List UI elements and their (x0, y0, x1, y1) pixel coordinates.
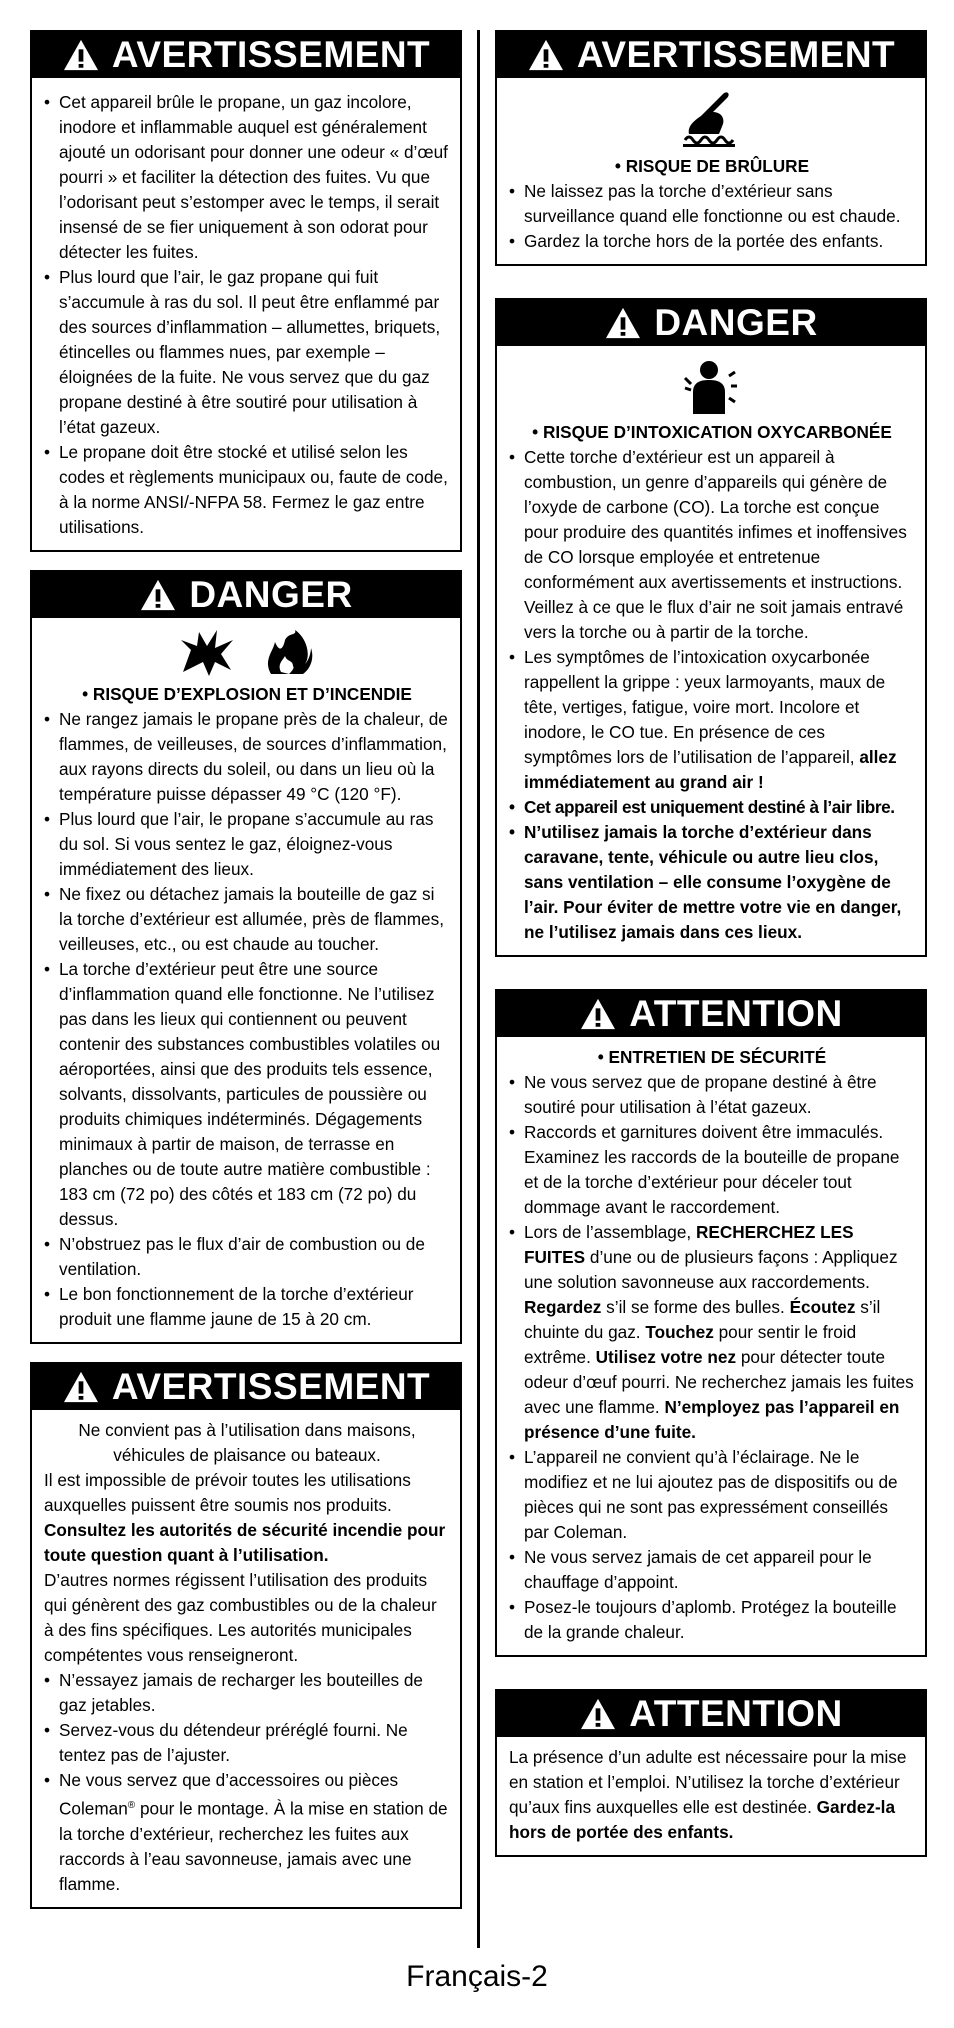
hazard-icons (497, 78, 925, 152)
paragraph: D’autres normes régissent l’utilisation des produits qui génèrent des gaz combustibles ou de la chaleur à des fins spécifiques. Les autorités municipales compétentes vous renseigneront. (44, 1570, 437, 1665)
paragraph-text: La présence d’un adulte est nécessaire pour la mise en station et l’emploi. N’utilisez la torche d’extérieur qu’aux fins auxquelles elle est destinée. (509, 1747, 907, 1817)
danger-subheading: • RISQUE D’INTOXICATION OXYCARBONÉE (532, 422, 892, 442)
list-item: • Ne laissez pas la torche d’extérieur sans surveillance quand elle fonctionne ou est chaude. (509, 179, 915, 229)
danger-header (497, 300, 925, 346)
item-text: pour sentir le froid extrême. (524, 1322, 857, 1367)
danger-box-explosion (30, 570, 462, 1344)
warning-triangle-icon (579, 1697, 617, 1731)
warning-triangle-icon (139, 578, 177, 612)
hazard-icons (497, 346, 925, 418)
hazard-icons (32, 618, 460, 680)
list-item: • Plus lourd que l’air, le propane s’accumule au ras du sol. Si vous sentez le gaz, éloignez-vous immédiatement des lieux. (44, 807, 450, 882)
list-item: • La torche d’extérieur peut être une source d’inflammation quand elle fonctionne. Ne l’utilisez pas dans les lieux qui contiennent ou peuvent contenir des substances combustibles volatiles ou aéroportées, ainsi que des produits tels essence, solvants, dissolvants, particules de poussière ou produits chimiques indéterminés. Dégagements minimaux à partir de maison, de terrasse en planches ou de toute autre matière combustible : 183 cm (72 po) des côtés et 183 cm (72 po) du dessus. (44, 957, 450, 1232)
list-item: • Cette torche d’extérieur est un appareil à combustion, un genre d’appareils qui génère de l’oxyde de carbone (CO). La torche est conçue pour produire des quantités infimes et inoffensives de CO lorsque employée et entretenue conformément aux avertissements et instructions. Veillez à ce que le flux d’air ne soit jamais entravé vers la torche ou à partir de la torche. (509, 445, 915, 645)
warning-triangle-icon (604, 306, 642, 340)
list-item: • Gardez la torche hors de la portée des enfants. (509, 229, 915, 254)
list-item: • Ne fixez ou détachez jamais la bouteille de gaz si la torche d’extérieur est allumée, près de flammes, veilleuses, etc., ou est chaude au toucher. (44, 882, 450, 957)
warning-header (32, 1364, 460, 1410)
paragraph-text: Il est impossible de prévoir toutes les utilisations auxquelles puissent être soumis nos produits. (44, 1470, 411, 1515)
danger-title: DANGER (189, 574, 353, 615)
right-column (495, 30, 927, 1875)
item-text: s’il se forme des bulles. (601, 1297, 790, 1317)
list-item: • Raccords et garnitures doivent être immaculés. Examinez les raccords de la bouteille de propane et de la torche d’extérieur pour déceler tout dommage avant le raccordement. (509, 1120, 915, 1220)
caution-subheading: • ENTRETIEN DE SÉCURITÉ (597, 1047, 827, 1067)
warning-header (32, 32, 460, 78)
item-bold: RECHERCHEZ LES FUITES (524, 1222, 854, 1267)
warning-subheading: • RISQUE DE BRÛLURE (614, 156, 810, 176)
item-bold: allez immédiatement au grand air ! (524, 747, 897, 792)
warning-title: AVERTISSEMENT (576, 34, 896, 75)
warning-triangle-icon (527, 38, 565, 72)
warning-header (497, 32, 925, 78)
hand-burn-icon (679, 90, 743, 148)
warning-triangle-icon (62, 38, 100, 72)
paragraph (509, 1745, 915, 1845)
explosion-icon (179, 630, 235, 676)
item-text: Lors de l’assemblage, (524, 1222, 696, 1242)
item-text: pour le montage. À la mise en station de la torche d’extérieur, recherchez les fuites aux raccords à l’eau savonneuse, jamais avec une flamme. (59, 1798, 448, 1894)
caution-title: ATTENTION (629, 993, 843, 1034)
warning-box-propane (30, 30, 462, 552)
warning-box-usage (30, 1362, 462, 1909)
caution-box-maintenance (495, 989, 927, 1657)
list-item: • Cet appareil est uniquement destiné à l’air libre. (509, 795, 915, 820)
danger-subheading: • RISQUE D’EXPLOSION ET D’INCENDIE (82, 684, 412, 704)
warning-title: AVERTISSEMENT (111, 1366, 431, 1407)
list-item: • Cet appareil brûle le propane, un gaz incolore, inodore et inflammable auquel est généralement ajouté un odorisant pour donner une odeur « d’œuf pourri » et faciliter la détection des fuites. Vu que l’odorisant peut s’estomper avec le temps, il serait insensé de se fier uniquement à son odorat pour détecter les fuites. (44, 90, 450, 265)
list-item: • Le bon fonctionnement de la torche d’extérieur produit une flamme jaune de 15 à 20 cm. (44, 1282, 450, 1332)
column-divider (477, 30, 480, 1948)
item-text: Ne vous servez que d’accessoires ou pièces Coleman (59, 1770, 399, 1819)
danger-box-co (495, 298, 927, 957)
paragraph-bold: Gardez-la hors de portée des enfants. (509, 1797, 895, 1842)
list-item: • N’obstruez pas le flux d’air de combustion ou de ventilation. (44, 1232, 450, 1282)
item-bold: N’employez pas l’appareil en présence d’une fuite. (524, 1397, 900, 1442)
warning-triangle-icon (62, 1370, 100, 1404)
caution-header (497, 991, 925, 1037)
list-item (509, 1220, 915, 1445)
warning-triangle-icon (579, 997, 617, 1031)
warning-box-burn (495, 30, 927, 266)
left-column (30, 30, 462, 1927)
item-bold: Écoutez (789, 1297, 856, 1317)
caution-header (497, 1691, 925, 1737)
list-item (44, 1768, 450, 1897)
person-gas-icon (683, 358, 739, 414)
danger-title: DANGER (654, 302, 818, 343)
list-item: • Ne vous servez jamais de cet appareil pour le chauffage d’appoint. (509, 1545, 915, 1595)
caution-title: ATTENTION (629, 1693, 843, 1734)
list-item: • L’appareil ne convient qu’à l’éclairage. Ne le modifiez et ne lui ajoutez pas de dispositifs ou de pièces qui ne sont pas expressément conseillés par Coleman. (509, 1445, 915, 1545)
item-text: Les symptômes de l’intoxication oxycarbonée rappellent la grippe : yeux larmoyants, maux de tête, vertiges, fatigue, voire mort. Incolore et inodore, le CO tue. En présence de ces symptômes lors de l’utilisation de l’appareil, (524, 647, 886, 767)
list-item: • Servez-vous du détendeur préréglé fourni. Ne tentez pas de l’ajuster. (44, 1718, 450, 1768)
list-item: • Ne vous servez que de propane destiné à être soutiré pour utilisation à l’état gazeux. (509, 1070, 915, 1120)
danger-header (32, 572, 460, 618)
list-item: • Ne rangez jamais le propane près de la chaleur, de flammes, de veilleuses, de sources d’inflammation, aux rayons directs du soleil, ou dans un lieu où la température puisse dépasser 49 °C (120 °F). (44, 707, 450, 807)
item-text: pour détecter toute odeur d’œuf pourri. Ne recherchez jamais les fuites avec une flamme. (524, 1347, 914, 1417)
list-item: • N’utilisez jamais la torche d’extérieur dans caravane, tente, véhicule ou autre lieu clos, sans ventilation – elle consume l’oxygène de l’air. Pour éviter de mettre votre vie en danger, ne l’utilisez jamais dans ces lieux. (509, 820, 915, 945)
usage-intro: Ne convient pas à l’utilisation dans maisons, véhicules de plaisance ou bateaux. (78, 1420, 416, 1465)
paragraph (44, 1468, 450, 1568)
list-item: • Plus lourd que l’air, le gaz propane qui fuit s’accumule à ras du sol. Il peut être enflammé par des sources d’inflammation – allumettes, briquets, étincelles ou flammes nues, par exemple – éloignées de la fuite. Ne vous servez que du gaz propane destiné à être soutiré pour utilisation à l’état gazeux. (44, 265, 450, 440)
page-number: Français-2 (406, 1960, 548, 1993)
list-item (509, 645, 915, 795)
registered-mark: ® (127, 1800, 136, 1811)
item-text: d’une ou de plusieurs façons : Appliquez une solution savonneuse aux raccordements. (524, 1247, 898, 1292)
caution-box-adult (495, 1689, 927, 1857)
list-item: • Posez-le toujours d’aplomb. Protégez la bouteille de la grande chaleur. (509, 1595, 915, 1645)
item-bold: Touchez (645, 1322, 714, 1342)
list-item: • Le propane doit être stocké et utilisé selon les codes et règlements municipaux ou, faute de code, à la norme ANSI/-NFPA 58. Fermez le gaz entre utilisations. (44, 440, 450, 540)
item-text: s’il chuinte du gaz. (524, 1297, 881, 1342)
warning-title: AVERTISSEMENT (111, 34, 431, 75)
paragraph-bold: Consultez les autorités de sécurité incendie pour toute question quant à l’utilisation. (44, 1520, 446, 1565)
item-bold: Regardez (524, 1297, 602, 1317)
fire-icon (263, 630, 313, 676)
list-item: • N’essayez jamais de recharger les bouteilles de gaz jetables. (44, 1668, 450, 1718)
item-bold: Utilisez votre nez (595, 1347, 737, 1367)
